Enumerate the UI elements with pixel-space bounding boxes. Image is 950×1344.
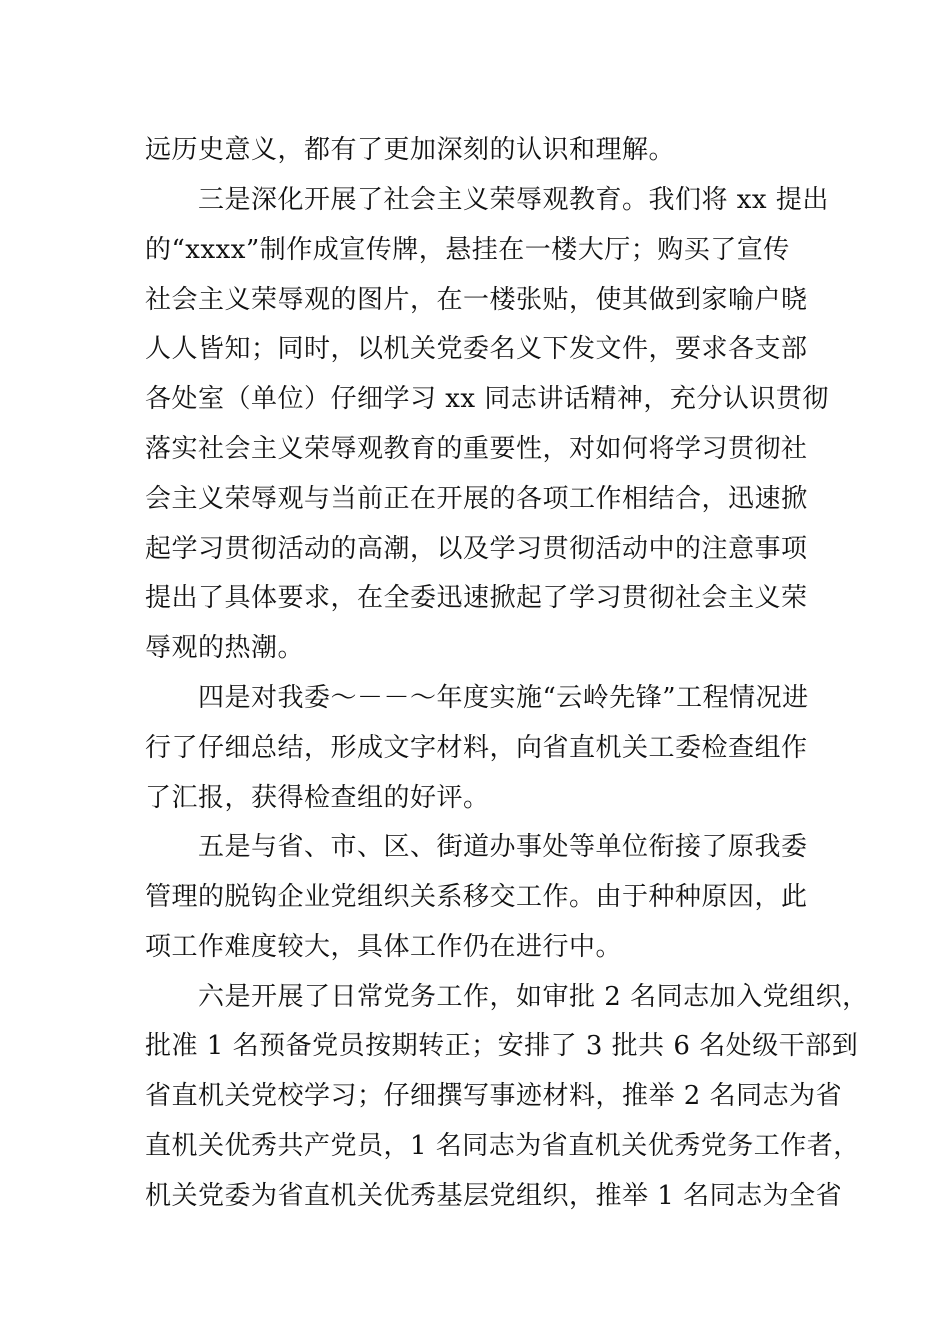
paragraph-start-line: 四是对我委～－－～年度实施“云岭先锋”工程情况进: [198, 683, 809, 713]
paragraph-start-line: 三是深化开展了社会主义荣辱观教育。我们将 xx 提出: [198, 185, 829, 215]
text-line: 落实社会主义荣辱观教育的重要性，对如何将学习贯彻社: [145, 434, 808, 464]
text-line: 各处室（单位）仔细学习 xx 同志讲话精神，充分认识贯彻: [145, 384, 829, 414]
text-line: 省直机关党校学习；仔细撰写事迹材料，推举 2 名同志为省: [145, 1081, 843, 1111]
text-line: 直机关优秀共产党员，1 名同志为省直机关优秀党务工作者，: [145, 1131, 860, 1161]
text-line: 项工作难度较大，具体工作仍在进行中。: [145, 932, 623, 962]
text-line: 社会主义荣辱观的图片，在一楼张贴，使其做到家喻户晓: [145, 285, 808, 315]
text-line: 人人皆知；同时，以机关党委名义下发文件，要求各支部: [145, 334, 808, 364]
text-line: 批准 1 名预备党员按期转正；安排了 3 批共 6 名处级干部到: [145, 1031, 859, 1061]
text-line: 辱观的热潮。: [145, 633, 305, 663]
paragraph-start-line: 六是开展了日常党务工作，如审批 2 名同志加入党组织，: [198, 982, 869, 1012]
text-line: 机关党委为省直机关优秀基层党组织，推举 1 名同志为全省: [145, 1181, 843, 1211]
text-line: 的“xxxx”制作成宣传牌，悬挂在一楼大厅；购买了宣传: [145, 235, 790, 265]
text-line: 远历史意义，都有了更加深刻的认识和理解。: [145, 135, 676, 165]
text-line: 行了仔细总结，形成文字材料，向省直机关工委检查组作: [145, 733, 808, 763]
text-line: 了汇报，获得检查组的好评。: [145, 783, 490, 813]
text-line: 会主义荣辱观与当前正在开展的各项工作相结合，迅速掀: [145, 484, 808, 514]
text-line: 提出了具体要求，在全委迅速掀起了学习贯彻社会主义荣: [145, 583, 808, 613]
text-line: 管理的脱钩企业党组织关系移交工作。由于种种原因，此: [145, 882, 808, 912]
text-line: 起学习贯彻活动的高潮，以及学习贯彻活动中的注意事项: [145, 534, 808, 564]
paragraph-start-line: 五是与省、市、区、街道办事处等单位衔接了原我委: [198, 832, 808, 862]
